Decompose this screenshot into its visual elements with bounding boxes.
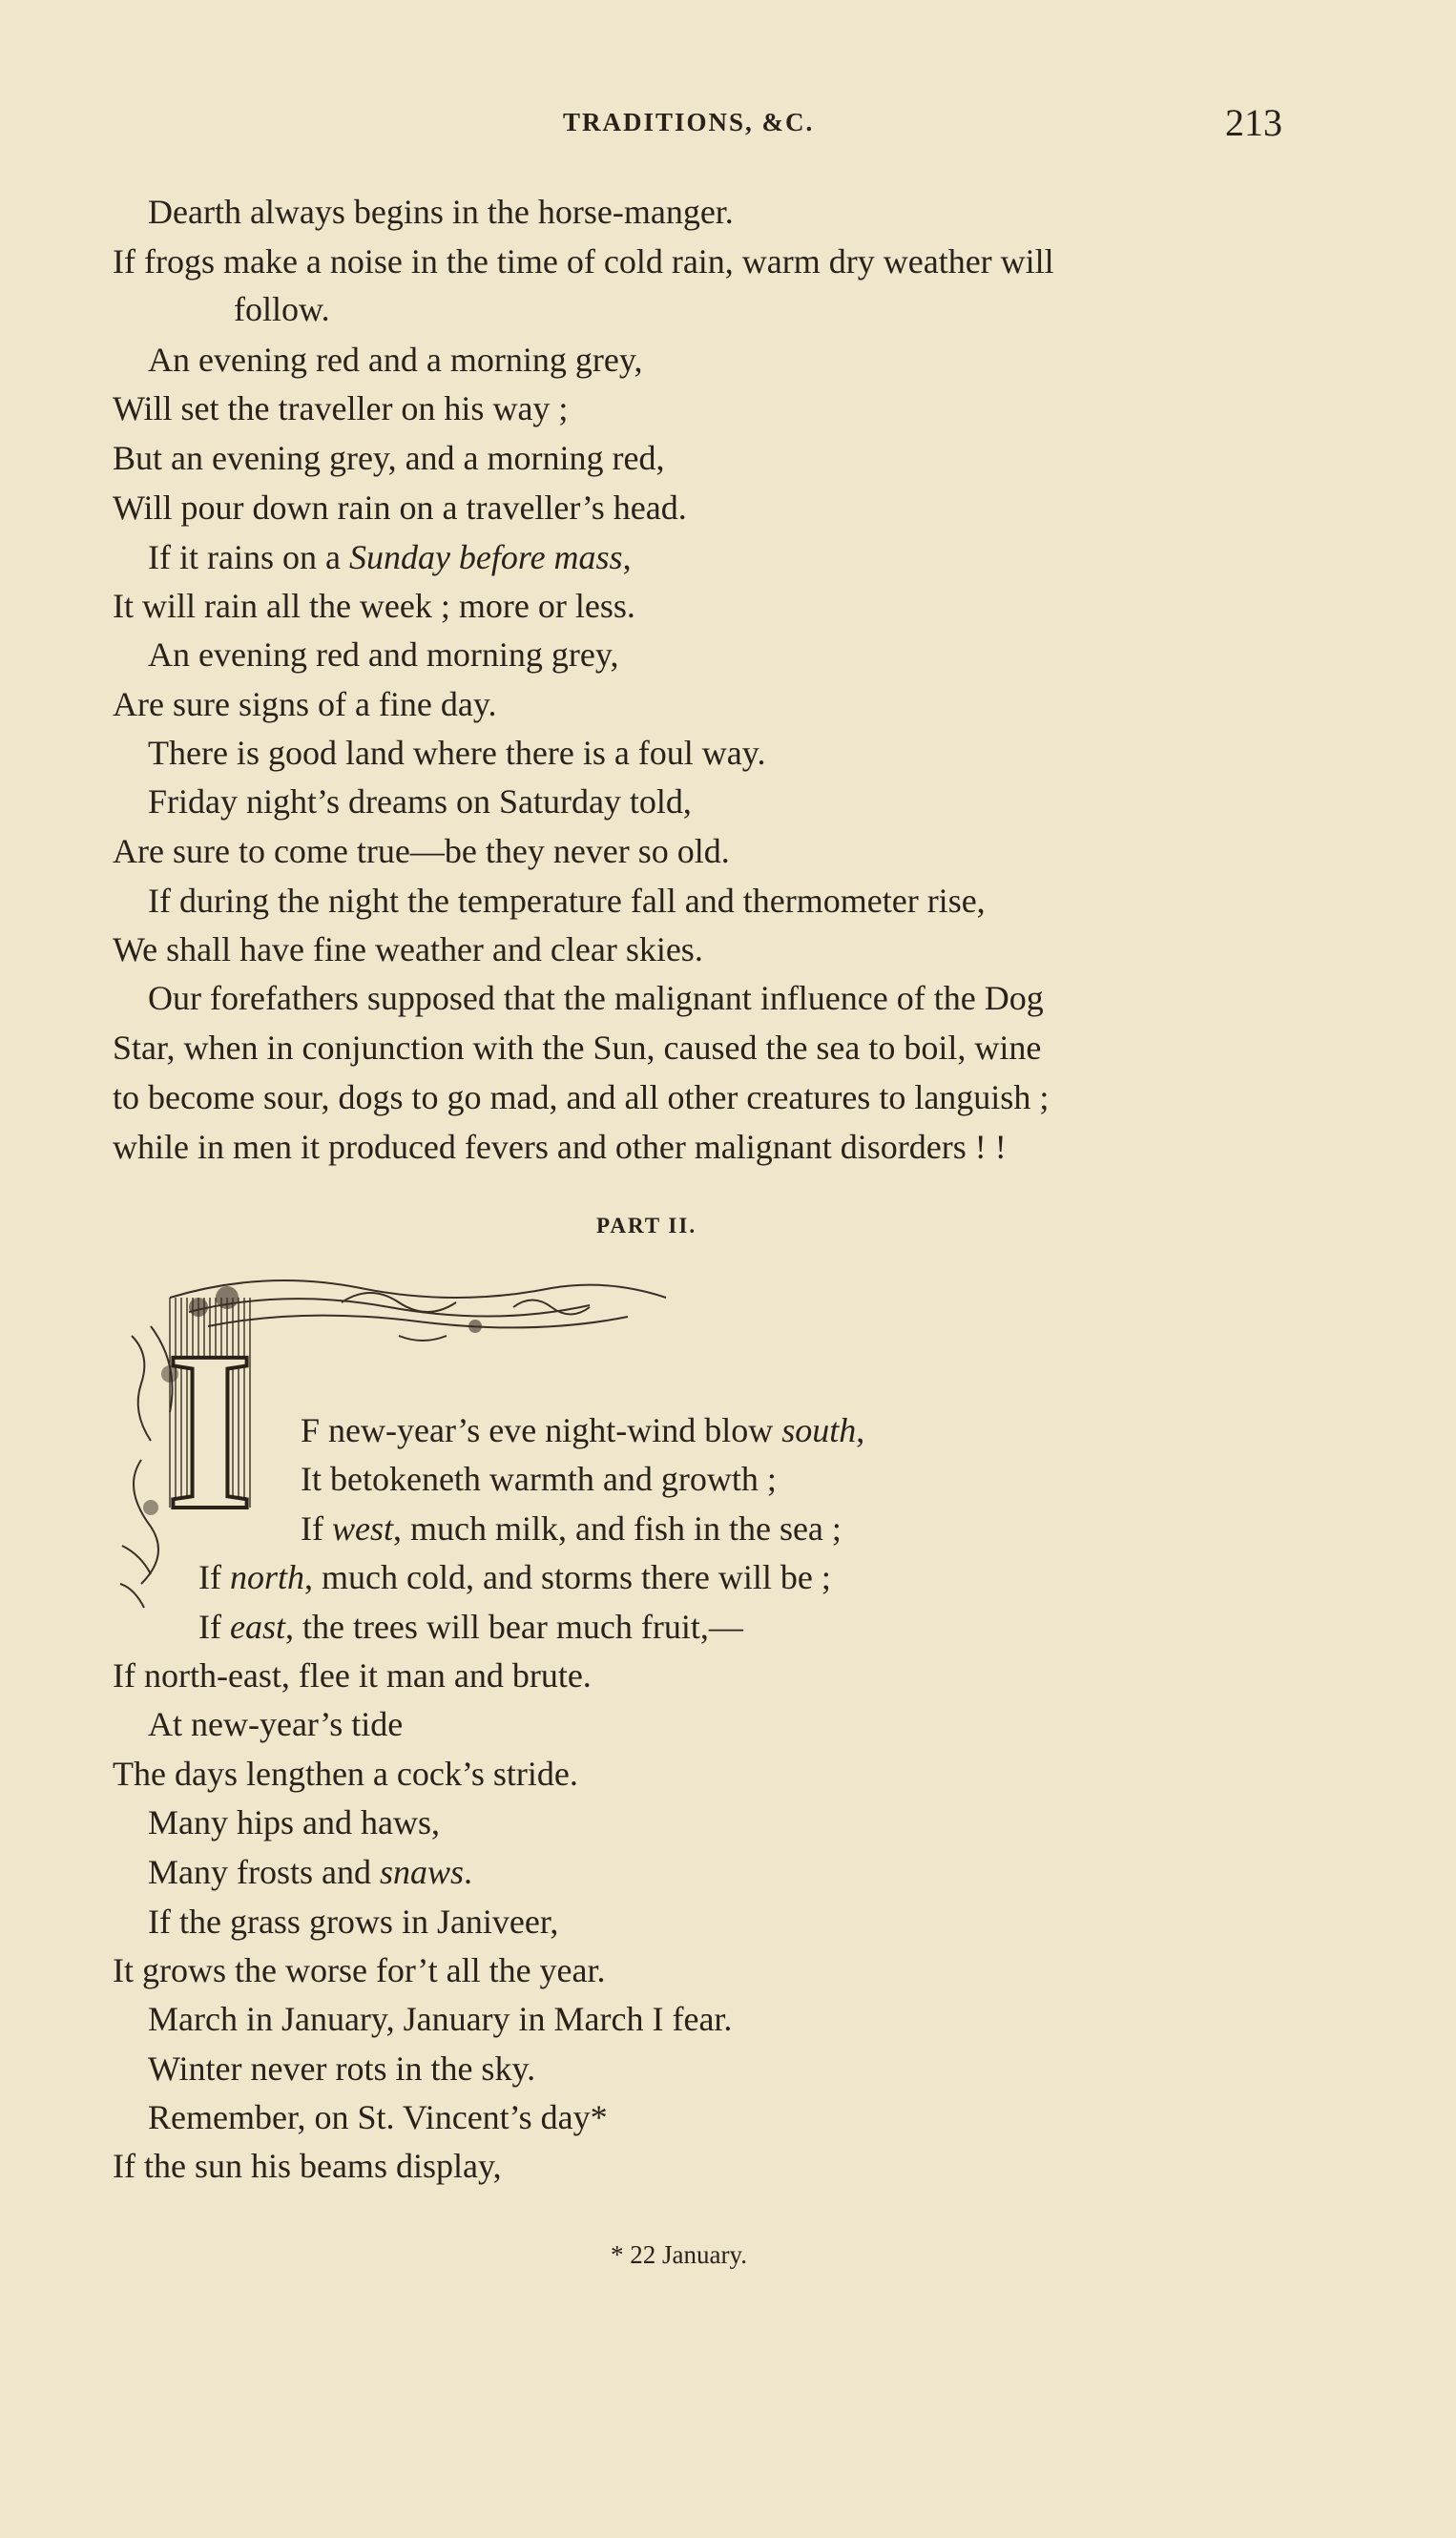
line-text: , much milk, and fish in the sea ; (393, 1509, 842, 1548)
text-line: Are sure to come true—be they never so old. (113, 832, 730, 870)
text-line: March in January, January in March I fear. (148, 2000, 733, 2038)
text-line: An evening red and morning grey, (148, 635, 619, 674)
text-line: Winter never rots in the sky. (148, 2049, 536, 2088)
page-number: 213 (1225, 101, 1282, 144)
text-line: At new-year’s tide (148, 1705, 404, 1743)
text-line: to become sour, dogs to go mad, and all other creatures to languish ; (113, 1078, 1050, 1116)
text-line: Star, when in conjunction with the Sun, caused the sea to boil, wine (113, 1029, 1042, 1067)
text-line: Dearth always begins in the horse-manger. (148, 193, 734, 231)
text-line: If the sun his beams display, (113, 2147, 502, 2185)
text-line: while in men it produced fevers and other malignant disorders ! ! (113, 1128, 1007, 1166)
text-line (301, 1409, 864, 1451)
text-line: Remember, on St. Vincent’s day* (148, 2098, 608, 2136)
text-line: Friday night’s dreams on Saturday told, (148, 782, 692, 821)
text-line: It betokeneth warmth and growth ; (301, 1460, 777, 1498)
italic-text: south (781, 1411, 857, 1449)
text-line: If the grass grows in Janiveer, (148, 1903, 559, 1941)
text-line (148, 536, 632, 578)
text-line: It grows the worse for’t all the year. (113, 1951, 606, 1989)
drop-cap-letter: I (165, 1303, 255, 1557)
running-title: TRADITIONS, &C. (563, 108, 815, 136)
line-text: , (622, 538, 632, 576)
italic-text: Sunday before mass (348, 538, 623, 576)
text-line: There is good land where there is a foul way. (148, 734, 766, 772)
line-text: Many frosts and (148, 1853, 380, 1891)
line-text: , the trees will bear much fruit,— (284, 1608, 743, 1646)
text-line: If north-east, flee it man and brute. (113, 1656, 592, 1695)
text-line: Will set the traveller on his way ; (113, 389, 569, 427)
text-line: It will rain all the week ; more or less. (113, 587, 635, 625)
line-text: F new-year’s eve night-wind blow (301, 1411, 782, 1449)
line-text: If (301, 1509, 332, 1548)
text-line: If frogs make a noise in the time of cold rain, warm dry weather will (113, 242, 1054, 281)
italic-text: snaws (379, 1853, 464, 1891)
text-line (148, 1851, 472, 1893)
line-text: . (464, 1853, 472, 1891)
line-text: If (198, 1608, 230, 1646)
text-line: follow. (234, 290, 330, 328)
part-heading: PART II. (596, 1214, 697, 1238)
line-text: If it rains on a (148, 538, 349, 576)
italic-text: east (229, 1608, 285, 1646)
text-line: An evening red and a morning grey, (148, 341, 643, 379)
line-text: , much cold, and storms there will be ; (304, 1558, 831, 1596)
text-line: We shall have fine weather and clear skies. (113, 930, 703, 968)
line-text: If (198, 1558, 230, 1596)
text-line: Our forefathers supposed that the malignant influence of the Dog (148, 979, 1044, 1017)
text-line: Many hips and haws, (148, 1803, 440, 1841)
footnote: * 22 January. (611, 2240, 747, 2269)
text-line: But an evening grey, and a morning red, (113, 439, 665, 477)
text-line: Are sure signs of a fine day. (113, 685, 497, 723)
text-line (198, 1556, 831, 1598)
italic-text: west (331, 1509, 393, 1548)
text-line: If during the night the temperature fall and thermometer rise, (148, 882, 986, 920)
line-text: , (856, 1411, 865, 1449)
text-line: Will pour down rain on a traveller’s head. (113, 489, 687, 527)
text-line: The days lengthen a cock’s stride. (113, 1755, 578, 1793)
text-line (198, 1606, 743, 1648)
page-header (0, 100, 1456, 157)
italic-text: north (229, 1558, 304, 1596)
text-line (301, 1508, 842, 1550)
